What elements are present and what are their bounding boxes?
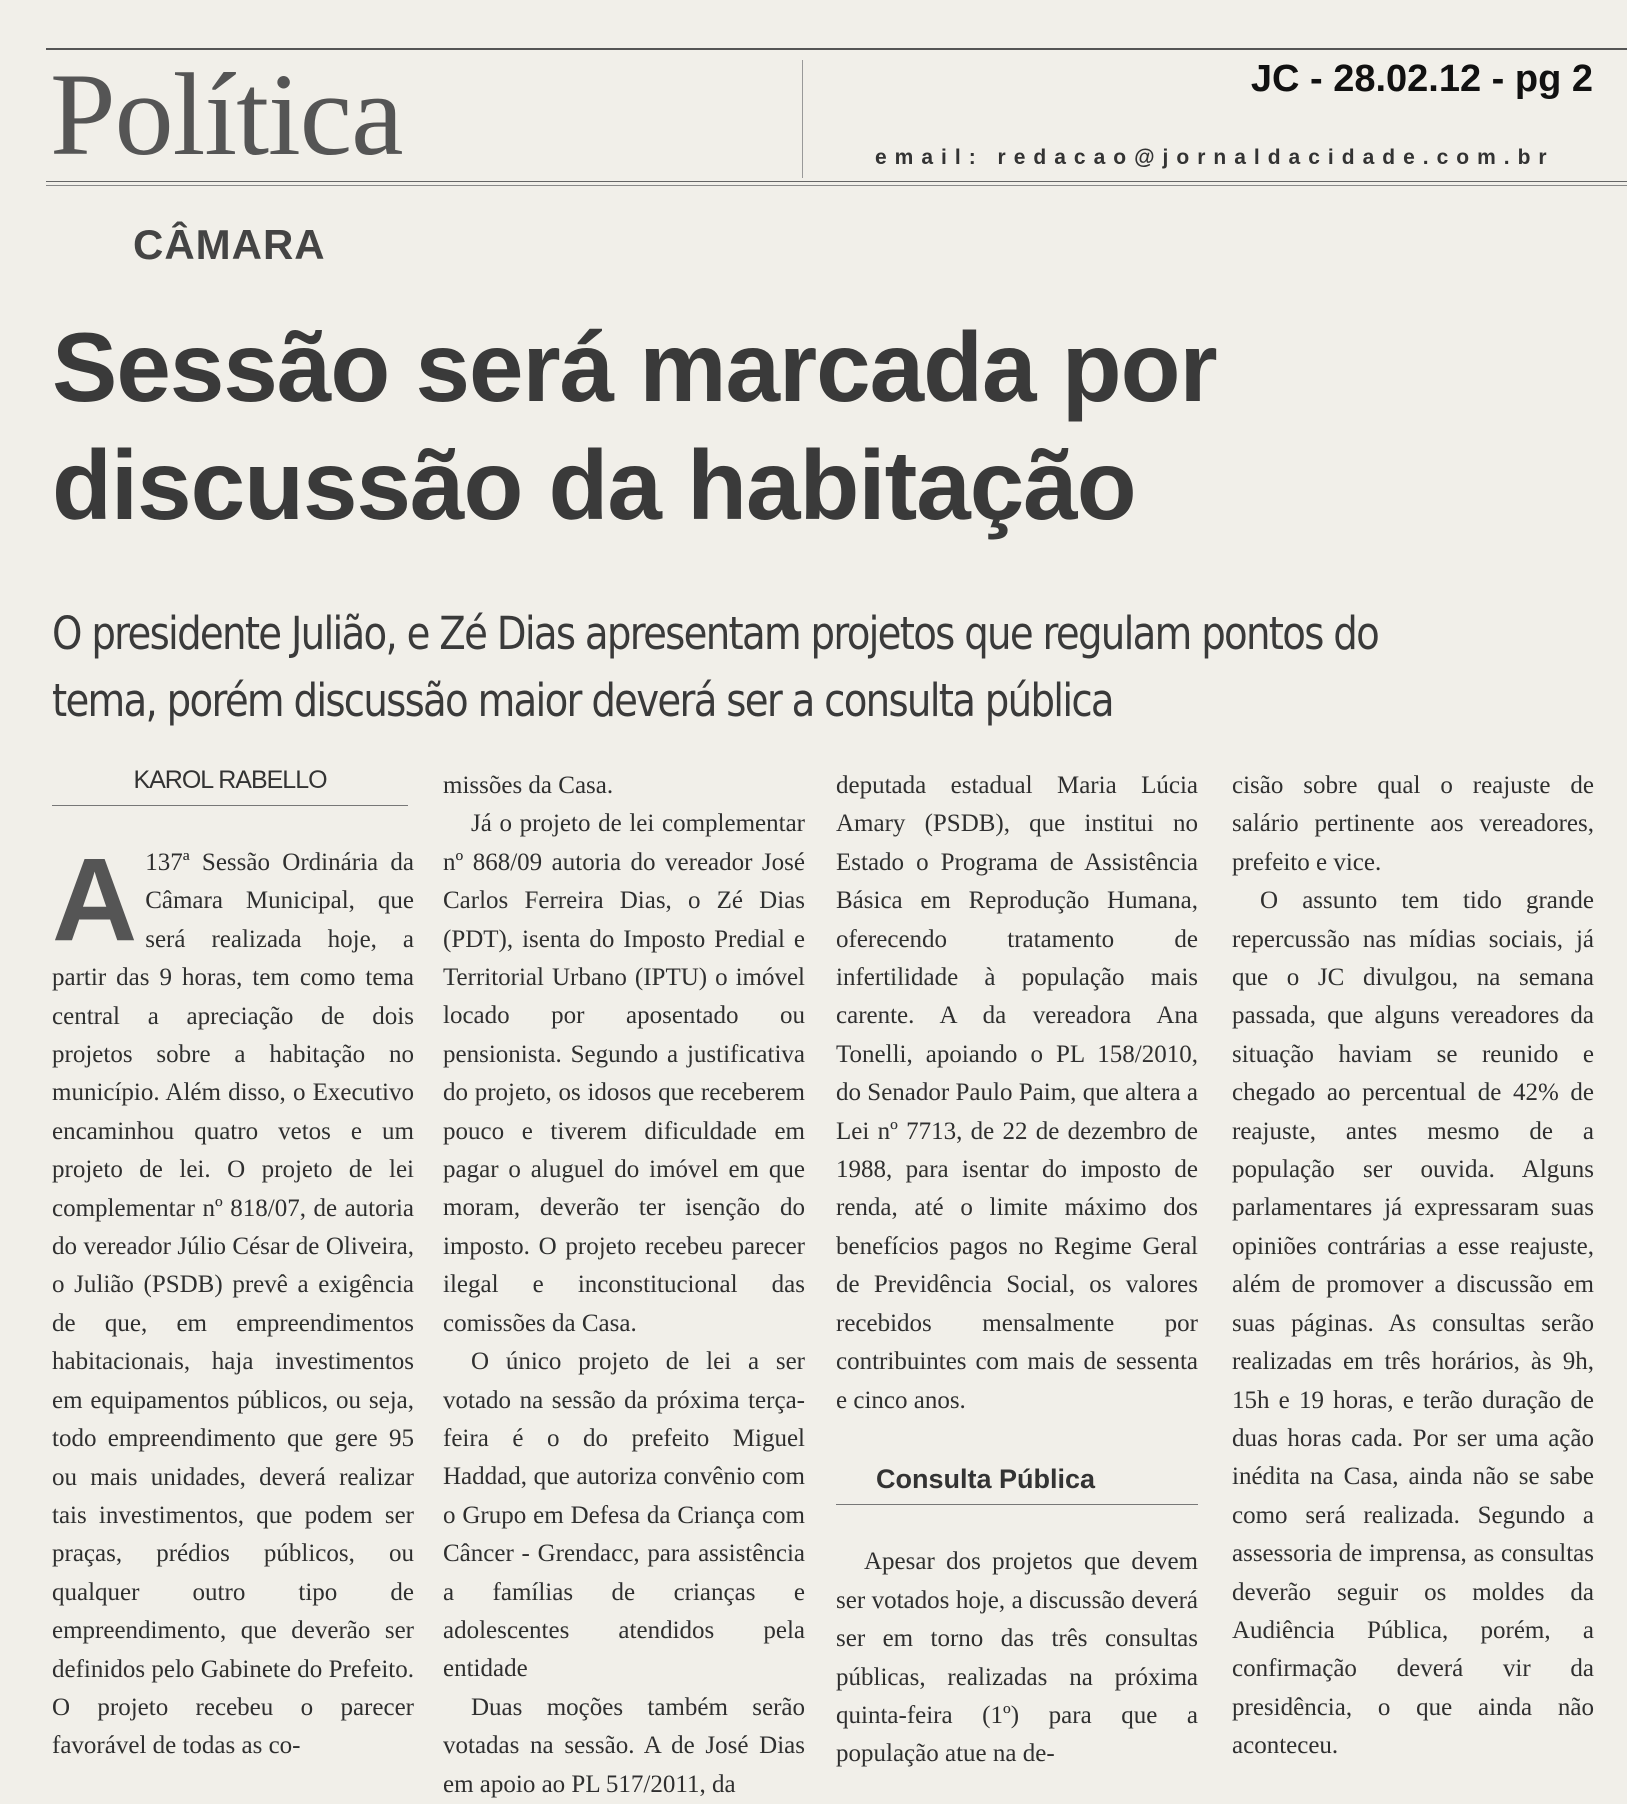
article-kicker: CÂMARA [133,221,326,268]
edition-label: JC - 28.02.12 - pg 2 [1250,58,1593,100]
masthead-rule [46,181,1627,182]
paragraph: O único projeto de lei a ser votado na sessão da próxima terça-feira é o do prefeito Miguel Haddad, que autoriza convênio com o Grupo em Defesa da Criança com Câncer - Grendacc, para assistência a famílias de crianças e adolescentes atendidos pela entidade [443,1348,805,1683]
article-headline: Sessão será marcada por discussão da habitação [52,312,1217,540]
article-column-4 [1232,767,1594,1766]
paragraph: Duas moções também serão votadas na sessão. A de José Dias em apoio ao PL 517/2011, da [443,1693,805,1798]
paragraph: cisão sobre qual o reajuste de salário pertinente aos vereadores, prefeito e vice. [1232,772,1594,876]
paragraph: Já o projeto de lei complementar nº 868/09 autoria do vereador José Carlos Ferreira Dias, o Zé Dias (PDT), isenta do Imposto Predial e Territorial Urbano (IPTU) o imóvel locado por aposentado ou pensionista. Segundo a justificativa do projeto, os idosos que receberem pouco e tiverem dificuldade em pagar o aluguel do imóvel em que moram, deverão ter isenção do imposto. O projeto recebeu parecer ilegal e inconstitucional das comissões da Casa. [443,810,805,1337]
section-subtitle: Consulta Pública [836,1460,1198,1505]
article-column-3 [836,767,1198,1774]
paragraph: deputada estadual Maria Lúcia Amary (PSDB), que institui no Estado o Programa de Assistência Básica em Reprodução Humana, oferecendo tratamento de infertilidade à população mais carente. A da vereadora Ana Tonelli, apoiando o PL 158/2010, do Senador Paulo Paim, que altera a Lei nº 7713, de 22 de dezembro de 1988, para isentar do imposto de renda, até o limite máximo dos benefícios pagos no Regime Geral de Previdência Social, os valores recebidos mensalmente por contribuintes com mais de sessenta e cinco anos. [836,772,1198,1414]
masthead-rule-secondary [46,185,1627,186]
article-column-2 [443,767,805,1804]
article-column-1 [52,834,414,1766]
paragraph: missões da Casa. [443,772,614,799]
article-byline: KAROL RABELLO [52,766,408,806]
article-subheadline: O presidente Julião, e Zé Dias apresentam projetos que regulam pontos do tema, porém discussão maior deverá ser a consulta pública [52,607,1379,727]
paragraph: O assunto tem tido grande repercussão nas mídias sociais, já que o JC divulgou, na semana passada, que alguns vereadores da situação haviam se reunido e chegado ao percentual de 42% de reajuste, antes mesmo de a população ser ouvida. Alguns parlamentares já expressaram suas opiniões contrárias a esse reajuste, além de promover a discussão em suas páginas. As consultas serão realizadas em três horários, às 9h, 15h e 19 horas, e terão duração de duas horas cada. Por ser uma ação inédita na Casa, ainda não se sabe como será realizada. Segundo a assessoria de imprensa, as consultas deverão seguir os moldes da Audiência Pública, porém, a confirmação deverá vir da presidência, o que ainda não aconteceu. [1232,887,1594,1760]
paragraph: 137ª Sessão Ordinária da Câmara Municipal, que será realizada hoje, a partir das 9 horas, tem como tema central a apreciação de dois projetos sobre a habitação no município. Além disso, o Executivo encaminhou quatro vetos e um projeto de lei. O projeto de lei complementar nº 818/07, de autoria do vereador Júlio César de Oliveira, o Julião (PSDB) prevê a exigência de que, em empreendimentos habitacionais, haja investimentos em equipamentos públicos, ou seja, todo empreendimento que gere 95 ou mais unidades, deverá realizar tais investimentos, que podem ser praças, prédios públicos, ou qualquer outro tipo de empreendimento, que deverão ser definidos pelo Gabinete do Prefeito. O projeto recebeu o parecer favorável de todas as co- [52,849,414,1760]
drop-cap: A [52,834,138,966]
paragraph: Apesar dos projetos que devem ser votados hoje, a discussão deverá ser em torno das três consultas públicas, realizadas na próxima quinta-feira (1º) para que a população atue na de- [836,1548,1198,1768]
contact-email: email: redacao@jornaldacidade.com.br [875,146,1555,169]
masthead-divider [802,60,803,178]
section-title: Política [50,49,403,180]
